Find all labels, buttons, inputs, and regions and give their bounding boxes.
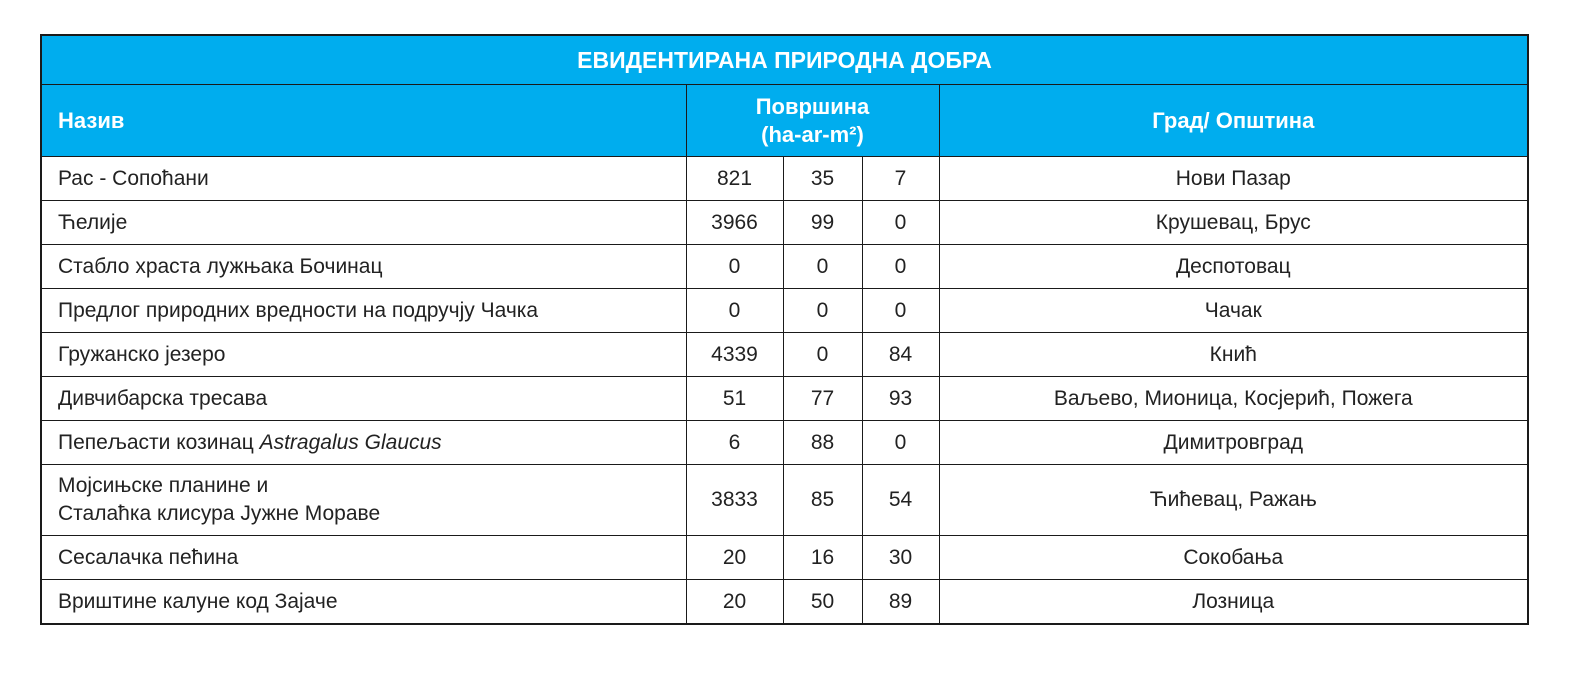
cell-name — [41, 421, 686, 465]
cell-m2: 93 — [862, 377, 939, 421]
cell-name — [41, 465, 686, 536]
cell-m2: 0 — [862, 289, 939, 333]
cell-ar: 35 — [783, 157, 862, 201]
cell-ha: 3966 — [686, 201, 783, 245]
cell-m2: 0 — [862, 245, 939, 289]
cell-city: Димитровград — [939, 421, 1528, 465]
table-row — [41, 536, 1528, 580]
cell-ha: 4339 — [686, 333, 783, 377]
cell-city: Ћићевац, Ражањ — [939, 465, 1528, 536]
header-area-label: Површина — [755, 93, 870, 119]
cell-ha: 51 — [686, 377, 783, 421]
cell-ha: 20 — [686, 580, 783, 625]
table-title: ЕВИДЕНТИРАНА ПРИРОДНА ДОБРА — [41, 35, 1528, 85]
title-row — [41, 35, 1528, 85]
cell-name: Стабло храста лужњака Бочинац — [41, 245, 686, 289]
cell-ar: 77 — [783, 377, 862, 421]
header-city: Град/ Општина — [939, 85, 1528, 157]
cell-ar: 0 — [783, 289, 862, 333]
cell-name: Вриштине калуне код Зајаче — [41, 580, 686, 625]
cell-name: Предлог природних вредности на подручју Чачка — [41, 289, 686, 333]
cell-name: Сесалачка пећина — [41, 536, 686, 580]
cell-ar: 99 — [783, 201, 862, 245]
cell-name-text: Пепељасти козинац — [58, 430, 260, 454]
table-row — [41, 465, 1528, 536]
cell-city: Крушевац, Брус — [939, 201, 1528, 245]
table-row — [41, 289, 1528, 333]
cell-name-line1: Мојсињске планине и — [58, 474, 269, 497]
cell-ar: 50 — [783, 580, 862, 625]
cell-city: Чачак — [939, 289, 1528, 333]
cell-ha: 821 — [686, 157, 783, 201]
cell-name: Ћелије — [41, 201, 686, 245]
header-row — [41, 85, 1528, 157]
cell-m2: 54 — [862, 465, 939, 536]
table-row — [41, 580, 1528, 625]
cell-city: Сокобања — [939, 536, 1528, 580]
header-area-units: (ha-ar-m²) — [761, 121, 864, 147]
cell-m2: 7 — [862, 157, 939, 201]
cell-city: Деспотовац — [939, 245, 1528, 289]
cell-name: Дивчибарска тресава — [41, 377, 686, 421]
cell-city: Ваљево, Мионица, Косјерић, Пожега — [939, 377, 1528, 421]
cell-city: Нови Пазар — [939, 157, 1528, 201]
cell-ha: 20 — [686, 536, 783, 580]
cell-ha: 3833 — [686, 465, 783, 536]
table-row — [41, 377, 1528, 421]
table-row — [41, 245, 1528, 289]
cell-name-line2: Сталаћка клисура Јужне Мораве — [58, 502, 381, 525]
cell-ha: 6 — [686, 421, 783, 465]
table-row — [41, 157, 1528, 201]
table-row — [41, 201, 1528, 245]
cell-name: Гружанско језеро — [41, 333, 686, 377]
cell-ha: 0 — [686, 245, 783, 289]
cell-m2: 89 — [862, 580, 939, 625]
cell-city: Лозница — [939, 580, 1528, 625]
cell-ar: 16 — [783, 536, 862, 580]
cell-ar: 88 — [783, 421, 862, 465]
header-area — [686, 85, 939, 157]
cell-city: Кнић — [939, 333, 1528, 377]
cell-m2: 84 — [862, 333, 939, 377]
table-row — [41, 333, 1528, 377]
header-name: Назив — [41, 85, 686, 157]
table-row — [41, 421, 1528, 465]
cell-ar: 0 — [783, 245, 862, 289]
cell-ar: 85 — [783, 465, 862, 536]
natural-assets-table — [40, 34, 1529, 625]
cell-ha: 0 — [686, 289, 783, 333]
cell-name: Рас - Сопоћани — [41, 157, 686, 201]
cell-m2: 0 — [862, 201, 939, 245]
cell-m2: 30 — [862, 536, 939, 580]
cell-m2: 0 — [862, 421, 939, 465]
cell-ar: 0 — [783, 333, 862, 377]
cell-name-latin: Astragalus Glaucus — [259, 430, 442, 454]
